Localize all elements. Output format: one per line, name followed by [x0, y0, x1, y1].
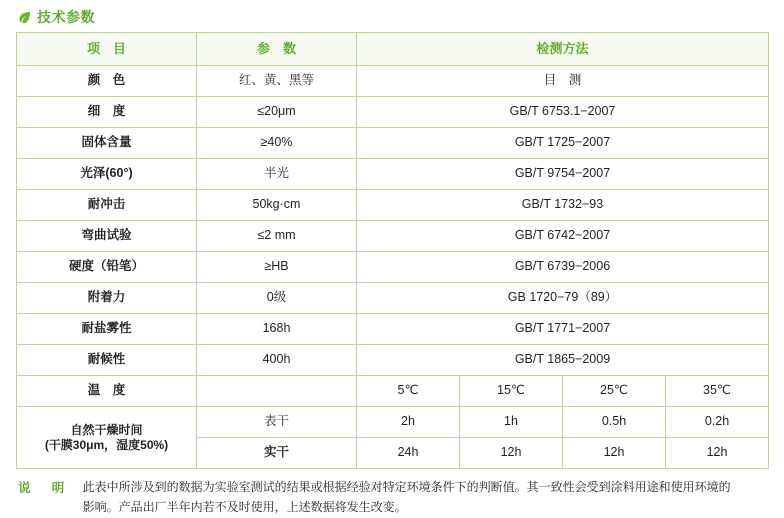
table-row [17, 314, 769, 345]
leaf-icon [18, 11, 31, 24]
section-header [16, 8, 768, 32]
row-method: GB/T 6739−2006 [357, 252, 769, 283]
row-method: GB/T 6742−2007 [357, 221, 769, 252]
table-row [17, 66, 769, 97]
temperature-empty-cell [197, 376, 357, 407]
row-method: GB 1720−79（89） [357, 283, 769, 314]
row-parameter: 168h [197, 314, 357, 345]
table-row [17, 252, 769, 283]
row-method: 目 测 [357, 66, 769, 97]
row-method: GB/T 6753.1−2007 [357, 97, 769, 128]
row-item: 固体含量 [17, 128, 197, 159]
temperature-row [17, 376, 769, 407]
footer-note [16, 478, 768, 518]
row-item: 耐盐雾性 [17, 314, 197, 345]
surface-dry-value: 1h [460, 407, 563, 438]
row-item: 耐冲击 [17, 190, 197, 221]
column-header-item: 项 目 [17, 33, 197, 66]
temperature-value: 15℃ [460, 376, 563, 407]
temperature-value: 25℃ [563, 376, 666, 407]
table-row [17, 128, 769, 159]
row-parameter: 0级 [197, 283, 357, 314]
table-row [17, 159, 769, 190]
surface-dry-value: 2h [357, 407, 460, 438]
row-parameter: 红、黄、黑等 [197, 66, 357, 97]
drying-time-line1: 自然干燥时间 [70, 422, 143, 437]
temperature-value: 5℃ [357, 376, 460, 407]
row-parameter: 50kg·cm [197, 190, 357, 221]
row-parameter: ≤2 mm [197, 221, 357, 252]
row-parameter: ≥HB [197, 252, 357, 283]
surface-dry-value: 0.5h [563, 407, 666, 438]
row-item: 细 度 [17, 97, 197, 128]
row-item: 光泽(60°) [17, 159, 197, 190]
drying-time-line2: (干膜30μm，湿度50%) [44, 437, 169, 452]
drying-time-item [17, 407, 197, 469]
row-method: GB/T 1732−93 [357, 190, 769, 221]
column-header-parameter: 参 数 [197, 33, 357, 66]
note-text [79, 478, 768, 518]
note-line-1: 此表中所涉及到的数据为实验室测试的结果或根据经验对特定环境条件下的判断值。其一致性会受到涂料用途和使用环境的 [82, 480, 731, 494]
table-row [17, 345, 769, 376]
note-label: 说 明 [18, 481, 69, 495]
surface-dry-label: 表干 [197, 407, 357, 438]
page-title: 技术参数 [37, 9, 95, 25]
surface-dry-row [17, 407, 769, 438]
hard-dry-value: 12h [563, 438, 666, 469]
temperature-label: 温 度 [17, 376, 197, 407]
row-parameter: ≤20μm [197, 97, 357, 128]
technical-spec-table [16, 32, 769, 469]
row-method: GB/T 9754−2007 [357, 159, 769, 190]
row-item: 弯曲试验 [17, 221, 197, 252]
row-item: 硬度（铅笔） [17, 252, 197, 283]
temperature-value: 35℃ [666, 376, 769, 407]
table-row [17, 97, 769, 128]
hard-dry-label: 实干 [197, 438, 357, 469]
table-header-row [17, 33, 769, 66]
surface-dry-value: 0.2h [666, 407, 769, 438]
hard-dry-value: 24h [357, 438, 460, 469]
table-row [17, 221, 769, 252]
row-method: GB/T 1771−2007 [357, 314, 769, 345]
table-row [17, 190, 769, 221]
hard-dry-value: 12h [460, 438, 563, 469]
row-item: 耐候性 [17, 345, 197, 376]
row-item: 附着力 [17, 283, 197, 314]
table-row [17, 283, 769, 314]
row-parameter: 400h [197, 345, 357, 376]
row-method: GB/T 1725−2007 [357, 128, 769, 159]
column-header-method: 检测方法 [357, 33, 769, 66]
row-method: GB/T 1865−2009 [357, 345, 769, 376]
row-parameter: ≥40% [197, 128, 357, 159]
hard-dry-value: 12h [666, 438, 769, 469]
row-item: 颜 色 [17, 66, 197, 97]
row-parameter: 半光 [197, 159, 357, 190]
note-line-2: 影响。产品出厂半年内若不及时使用，上述数据将发生改变。 [82, 499, 407, 514]
